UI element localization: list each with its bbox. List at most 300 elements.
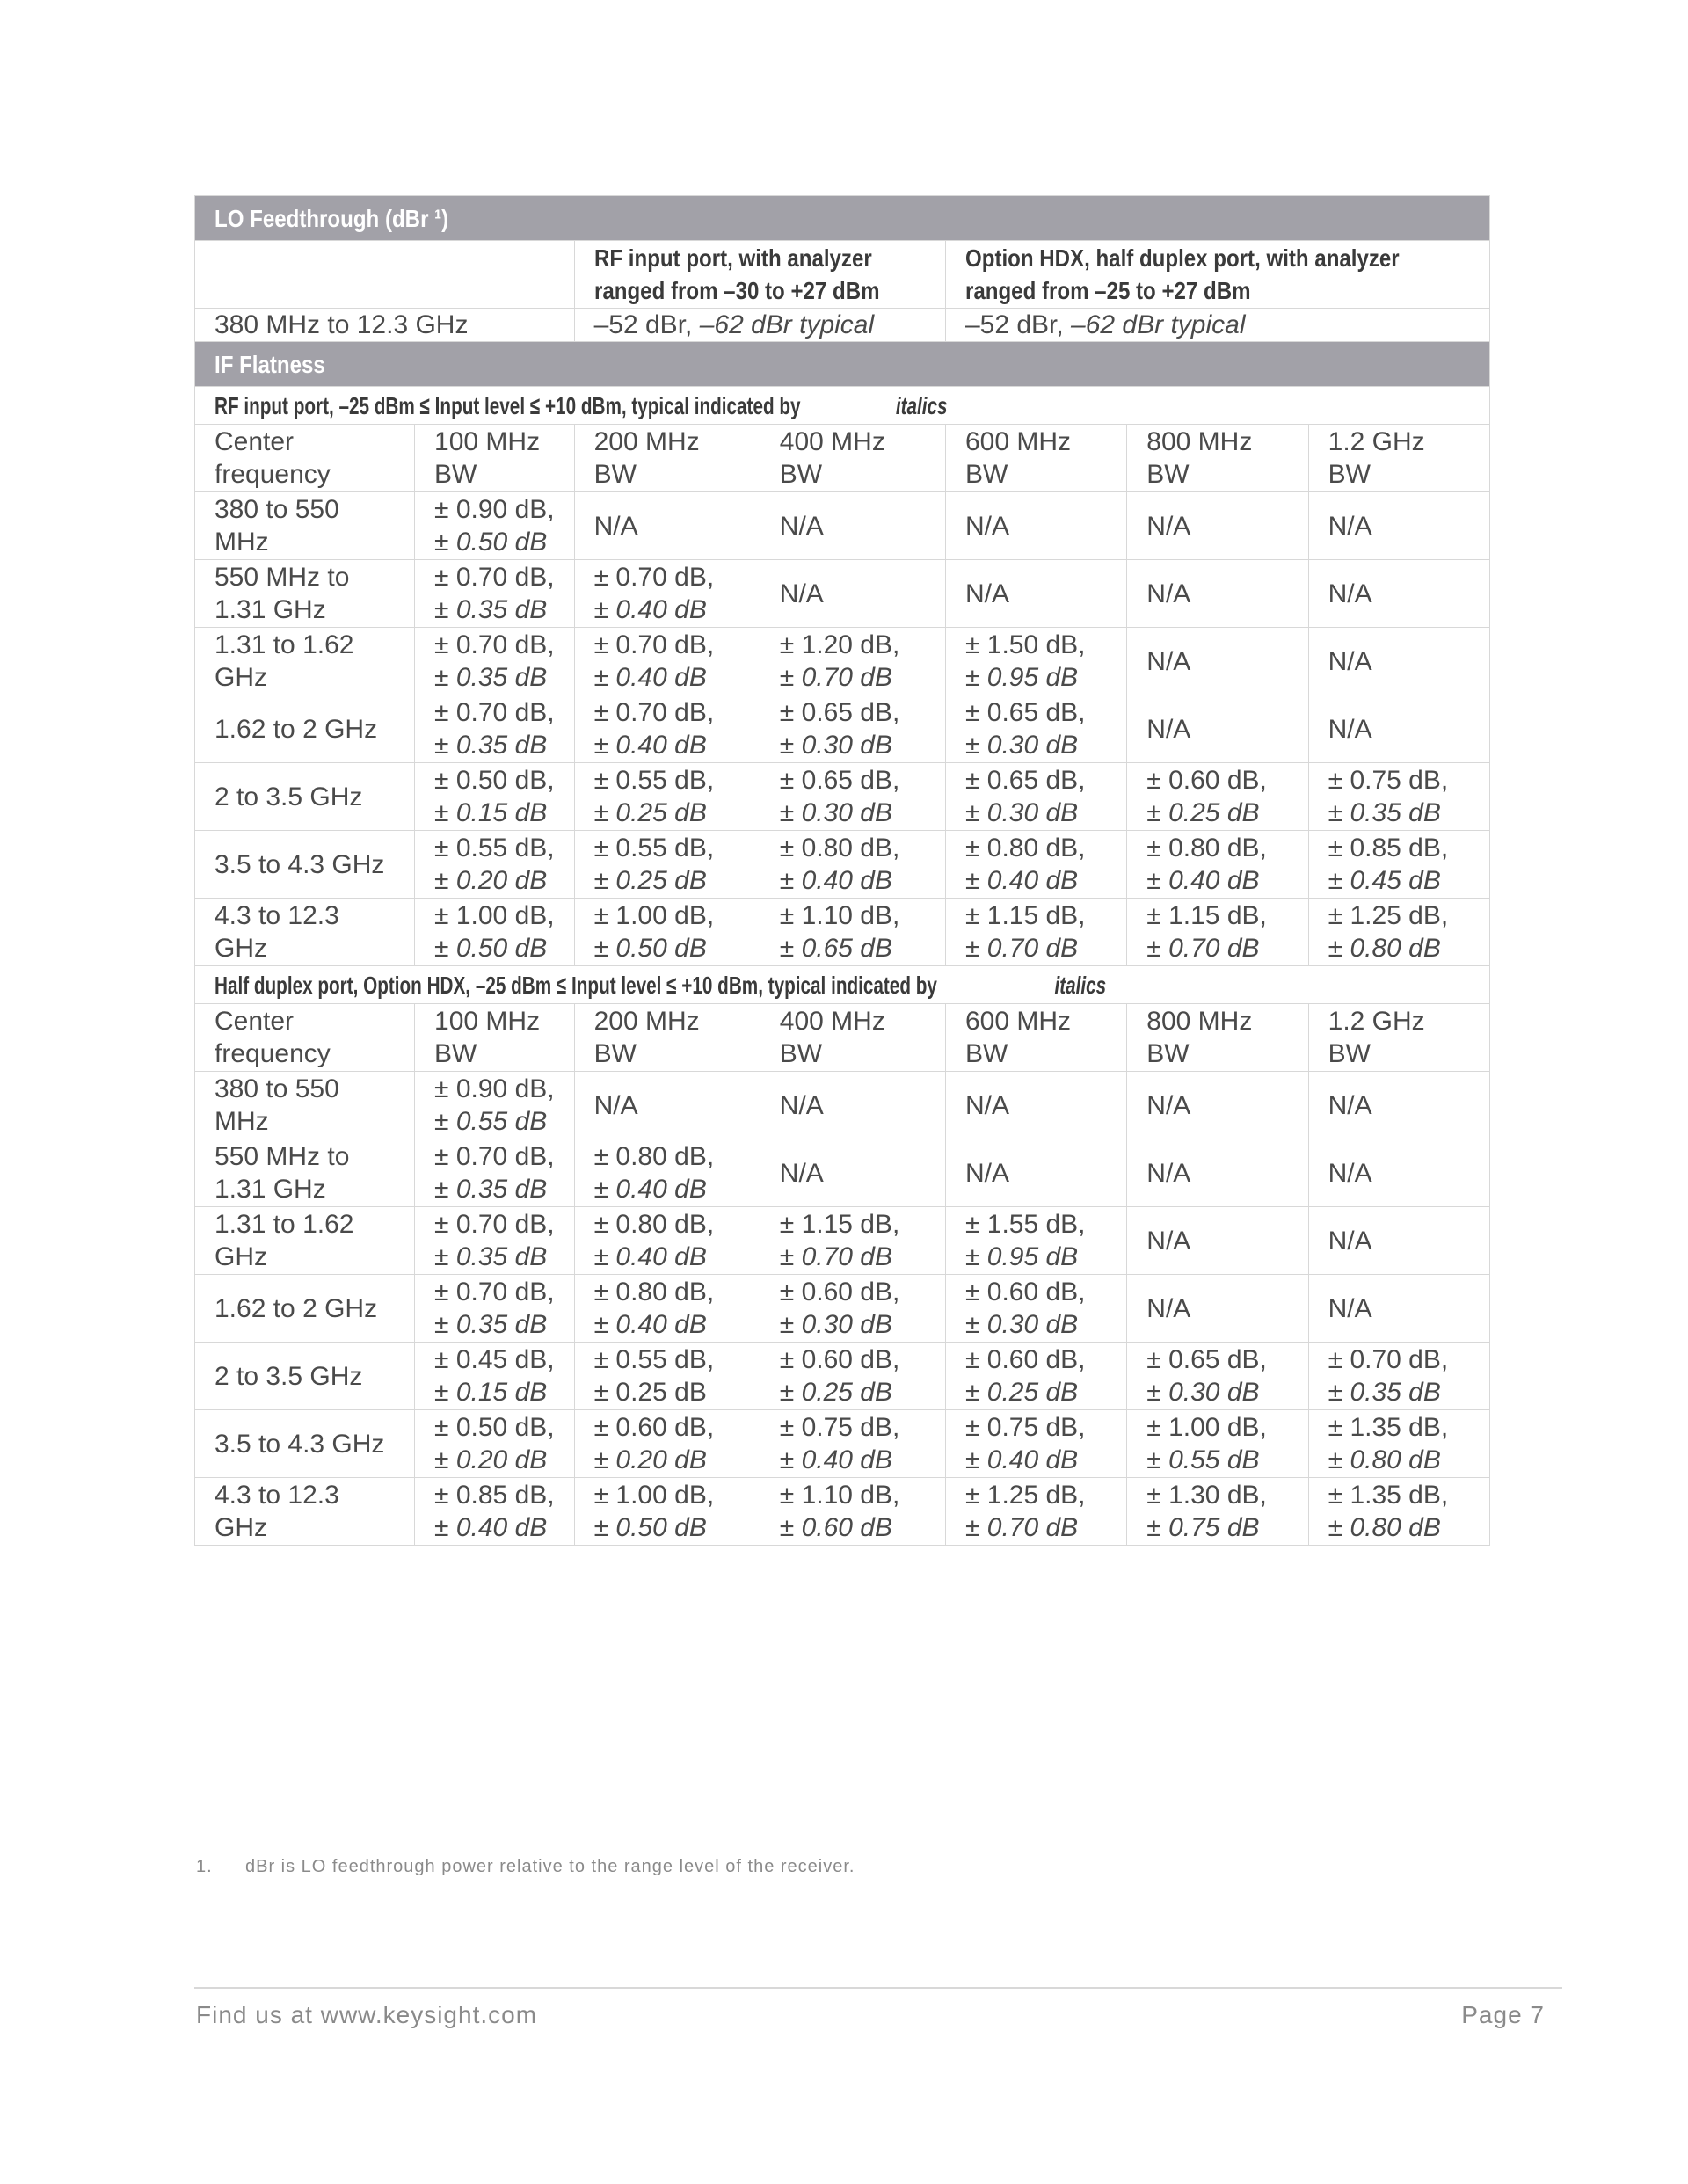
spec-value: ± 0.70 dB, xyxy=(434,1278,555,1307)
lo-empty-cell xyxy=(195,241,575,309)
table-cell xyxy=(760,1410,945,1478)
table-cell xyxy=(945,1072,1126,1139)
rf-input-col-bw-4 xyxy=(945,425,1126,492)
row-label xyxy=(195,492,415,560)
row-label-text: 4.3 to 12.3 GHz xyxy=(215,1481,339,1542)
spec-value: ± 0.50 dB, xyxy=(434,766,555,795)
typical-value: ± 0.25 dB xyxy=(1146,798,1260,827)
row-label-text: 550 MHz to 1.31 GHz xyxy=(215,1142,350,1204)
lo-feedthrough-header-row xyxy=(195,196,1490,241)
spec-value: ± 0.90 dB, xyxy=(434,1074,555,1103)
typical-value: ± 0.40 dB xyxy=(964,866,1079,895)
row-label xyxy=(195,1410,415,1478)
rf-input-col-bw-2-freq: 200 MHz xyxy=(593,427,700,456)
table-cell xyxy=(574,831,760,899)
lo-col-hdx xyxy=(945,241,1489,309)
spec-value: ± 0.80 dB, xyxy=(593,1142,715,1171)
row-label xyxy=(195,1343,415,1410)
rf-input-col-center-frequency-text: Center frequency xyxy=(215,427,331,489)
table-cell xyxy=(415,831,575,899)
typical-value: ± 0.25 dB xyxy=(779,1378,892,1407)
rf-input-col-bw-5-unit: BW xyxy=(1146,460,1190,489)
spec-table xyxy=(194,195,1490,1546)
row-label-text: 1.31 to 1.62 GHz xyxy=(215,630,354,692)
table-cell xyxy=(415,763,575,831)
half-duplex-col-bw-1-unit: BW xyxy=(434,1039,477,1068)
typical-value: ± 0.35 dB xyxy=(434,731,548,760)
spec-value: N/A xyxy=(779,579,824,608)
row-label-text: 3.5 to 4.3 GHz xyxy=(215,1429,385,1459)
typical-value: ± 0.40 dB xyxy=(593,663,707,692)
table-cell xyxy=(760,695,945,763)
spec-value: N/A xyxy=(964,511,1009,541)
table-row xyxy=(195,695,1490,763)
spec-value: ± 0.55 dB, xyxy=(434,834,555,863)
half-duplex-col-bw-2-unit: BW xyxy=(593,1039,637,1068)
typical-value: ± 0.30 dB xyxy=(964,798,1079,827)
row-label xyxy=(195,1139,415,1207)
table-row xyxy=(195,1275,1490,1343)
typical-value: ± 0.80 dB xyxy=(1328,934,1441,963)
half-duplex-col-bw-4-unit: BW xyxy=(964,1039,1008,1068)
lo-feedthrough-columns-row xyxy=(195,241,1490,309)
spec-value: N/A xyxy=(1146,1158,1191,1188)
table-cell xyxy=(1308,1275,1489,1343)
footer-divider xyxy=(194,1987,1562,1989)
table-cell xyxy=(760,1343,945,1410)
typical-value: ± 0.55 dB xyxy=(1146,1445,1260,1474)
half-duplex-col-bw-3 xyxy=(760,1004,945,1072)
typical-value: ± 0.50 dB xyxy=(593,934,707,963)
row-label xyxy=(195,695,415,763)
spec-value: ± 0.50 dB, xyxy=(434,1413,555,1442)
table-cell xyxy=(1308,1410,1489,1478)
table-cell xyxy=(945,899,1126,966)
rf-input-col-bw-4-freq: 600 MHz xyxy=(964,427,1071,456)
table-cell xyxy=(574,560,760,628)
spec-value: ± 1.55 dB, xyxy=(964,1210,1086,1239)
table-cell xyxy=(1127,763,1308,831)
typical-value: ± 0.80 dB xyxy=(1328,1513,1441,1542)
table-cell xyxy=(1127,1343,1308,1410)
typical-value: ± 0.70 dB xyxy=(779,663,892,692)
half-duplex-col-center-frequency xyxy=(195,1004,415,1072)
spec-value: ± 1.15 dB, xyxy=(779,1210,900,1239)
spec-value: ± 1.15 dB, xyxy=(1146,901,1267,930)
lo-col-hdx-line1: Option HDX, half duplex port, with analyzer xyxy=(964,244,1400,272)
spec-value: ± 0.60 dB, xyxy=(779,1278,900,1307)
spec-value: N/A xyxy=(779,511,824,541)
table-cell xyxy=(415,492,575,560)
spec-value: N/A xyxy=(1328,714,1372,744)
spec-value: N/A xyxy=(593,511,638,541)
spec-value: ± 0.75 dB, xyxy=(779,1413,900,1442)
typical-value: ± 0.35 dB xyxy=(1328,1378,1441,1407)
table-cell xyxy=(415,1139,575,1207)
half-duplex-col-bw-6-freq: 1.2 GHz xyxy=(1328,1007,1425,1036)
typical-value: ± 0.15 dB xyxy=(434,798,548,827)
spec-value: ± 1.00 dB, xyxy=(434,901,555,930)
table-cell xyxy=(945,1139,1126,1207)
rf-input-col-bw-1-unit: BW xyxy=(434,460,477,489)
lo-col-rf-line1: RF input port, with analyzer xyxy=(593,244,872,272)
table-cell xyxy=(415,1072,575,1139)
table-cell xyxy=(1308,1343,1489,1410)
row-label-text: 1.62 to 2 GHz xyxy=(215,714,378,744)
typical-value: ± 0.20 dB xyxy=(434,866,548,895)
typical-value: ± 0.40 dB xyxy=(779,866,892,895)
table-cell xyxy=(760,1478,945,1546)
spec-value: ± 1.00 dB, xyxy=(593,901,715,930)
typical-value: ± 0.55 dB xyxy=(434,1107,548,1136)
rf-input-title-text: RF input port, –25 dBm ≤ Input level ≤ +10 dBm, typical indicated by xyxy=(215,391,801,419)
spec-value: ± 0.70 dB, xyxy=(434,563,555,592)
table-cell xyxy=(1308,492,1489,560)
typical-value: ± 0.60 dB xyxy=(779,1513,892,1542)
row-label xyxy=(195,763,415,831)
table-cell xyxy=(1127,695,1308,763)
typical-value: ± 0.20 dB xyxy=(593,1445,707,1474)
typical-value: ± 0.25 dB xyxy=(593,1378,707,1407)
half-duplex-title-row xyxy=(195,966,1490,1004)
typical-value: ± 0.70 dB xyxy=(779,1242,892,1271)
rf-input-col-bw-6-unit: BW xyxy=(1328,460,1371,489)
table-cell xyxy=(415,1275,575,1343)
table-cell xyxy=(574,1478,760,1546)
spec-value: N/A xyxy=(1146,646,1191,676)
half-duplex-title xyxy=(195,966,1490,1004)
spec-value: ± 0.60 dB, xyxy=(1146,766,1267,795)
spec-value: ± 1.25 dB, xyxy=(1328,901,1449,930)
spec-value: N/A xyxy=(1328,646,1372,676)
spec-value: N/A xyxy=(964,1090,1009,1120)
table-cell xyxy=(1308,899,1489,966)
footnote-text: dBr is LO feedthrough power relative to the range level of the receiver. xyxy=(245,1857,855,1876)
table-cell xyxy=(1308,763,1489,831)
table-row xyxy=(195,1207,1490,1275)
table-cell xyxy=(415,560,575,628)
spec-value: ± 0.70 dB, xyxy=(434,1142,555,1171)
half-duplex-col-bw-4 xyxy=(945,1004,1126,1072)
lo-value-rf-typical: –62 dBr typical xyxy=(699,310,875,339)
spec-value: ± 1.35 dB, xyxy=(1328,1413,1449,1442)
spec-value: ± 0.90 dB, xyxy=(434,495,555,524)
row-label-text: 2 to 3.5 GHz xyxy=(215,782,363,812)
spec-value: N/A xyxy=(1146,1293,1191,1323)
rf-input-column-header-row xyxy=(195,425,1490,492)
typical-value: ± 0.20 dB xyxy=(434,1445,548,1474)
spec-value: N/A xyxy=(1328,511,1372,541)
half-duplex-column-header-row xyxy=(195,1004,1490,1072)
half-duplex-title-text: Half duplex port, Option HDX, –25 dBm ≤ Input level ≤ +10 dBm, typical indicated by xyxy=(215,971,937,999)
rf-input-title-italics: italics xyxy=(896,391,948,419)
table-cell xyxy=(574,1343,760,1410)
table-cell xyxy=(945,695,1126,763)
table-cell xyxy=(415,899,575,966)
spec-value: ± 1.00 dB, xyxy=(593,1481,715,1510)
lo-col-rf-input xyxy=(574,241,945,309)
table-cell xyxy=(945,560,1126,628)
spec-value: ± 0.70 dB, xyxy=(593,630,715,659)
table-cell xyxy=(945,1343,1126,1410)
spec-value: ± 0.70 dB, xyxy=(1328,1345,1449,1374)
lo-row-label xyxy=(195,309,575,342)
row-label-text: 2 to 3.5 GHz xyxy=(215,1361,363,1391)
spec-value: ± 0.70 dB, xyxy=(434,698,555,727)
table-cell xyxy=(945,763,1126,831)
spec-value: ± 0.55 dB, xyxy=(593,1345,715,1374)
spec-value: ± 0.65 dB, xyxy=(964,766,1086,795)
table-cell xyxy=(760,831,945,899)
table-cell xyxy=(760,1275,945,1343)
spec-value: N/A xyxy=(779,1090,824,1120)
typical-value: ± 0.50 dB xyxy=(593,1513,707,1542)
table-cell xyxy=(945,1410,1126,1478)
table-cell xyxy=(1308,1207,1489,1275)
typical-value: ± 0.40 dB xyxy=(779,1445,892,1474)
row-label xyxy=(195,1275,415,1343)
rf-input-col-bw-6 xyxy=(1308,425,1489,492)
row-label-text: 1.31 to 1.62 GHz xyxy=(215,1210,354,1271)
footnote-number: 1. xyxy=(196,1857,213,1876)
spec-value: N/A xyxy=(1328,1226,1372,1256)
lo-value-rf-spec: –52 dBr, xyxy=(593,310,700,339)
table-cell xyxy=(1308,628,1489,695)
spec-value: ± 0.80 dB, xyxy=(964,834,1086,863)
table-cell xyxy=(574,1139,760,1207)
half-duplex-col-bw-1 xyxy=(415,1004,575,1072)
typical-value: ± 0.25 dB xyxy=(593,866,707,895)
spec-value: N/A xyxy=(1328,579,1372,608)
half-duplex-col-bw-3-unit: BW xyxy=(779,1039,823,1068)
spec-value: ± 0.70 dB, xyxy=(434,1210,555,1239)
table-cell xyxy=(945,492,1126,560)
spec-value: ± 0.85 dB, xyxy=(434,1481,555,1510)
typical-value: ± 0.30 dB xyxy=(964,731,1079,760)
typical-value: ± 0.30 dB xyxy=(779,1310,892,1339)
spec-value: ± 1.25 dB, xyxy=(964,1481,1086,1510)
page-number: Page 7 xyxy=(1461,2001,1545,2028)
table-cell xyxy=(945,831,1126,899)
spec-value: ± 1.30 dB, xyxy=(1146,1481,1267,1510)
spec-value: N/A xyxy=(1146,1226,1191,1256)
typical-value: ± 0.80 dB xyxy=(1328,1445,1441,1474)
table-cell xyxy=(1127,1478,1308,1546)
spec-value: ± 0.60 dB, xyxy=(593,1413,715,1442)
spec-value: ± 1.10 dB, xyxy=(779,1481,900,1510)
half-duplex-col-center-frequency-text: Center frequency xyxy=(215,1007,331,1068)
typical-value: ± 0.25 dB xyxy=(593,798,707,827)
table-cell xyxy=(760,1139,945,1207)
typical-value: ± 0.70 dB xyxy=(964,1513,1079,1542)
rf-input-col-bw-5 xyxy=(1127,425,1308,492)
footer-website: Find us at www.keysight.com xyxy=(196,2001,538,2028)
spec-value: N/A xyxy=(1146,1090,1191,1120)
if-flatness-header-text: IF Flatness xyxy=(215,350,325,378)
spec-value: ± 0.75 dB, xyxy=(1328,766,1449,795)
typical-value: ± 0.30 dB xyxy=(964,1310,1079,1339)
table-cell xyxy=(415,1410,575,1478)
typical-value: ± 0.70 dB xyxy=(1146,934,1260,963)
if-flatness-header-row xyxy=(195,342,1490,387)
table-cell xyxy=(574,628,760,695)
table-cell xyxy=(1127,492,1308,560)
spec-value: N/A xyxy=(1328,1090,1372,1120)
lo-value-hdx-spec: –52 dBr, xyxy=(964,310,1072,339)
if-flatness-header xyxy=(195,342,1490,387)
typical-value: ± 0.40 dB xyxy=(434,1513,548,1542)
row-label xyxy=(195,831,415,899)
table-cell xyxy=(1127,628,1308,695)
spec-value: ± 0.60 dB, xyxy=(964,1345,1086,1374)
row-label-text: 380 to 550 MHz xyxy=(215,1074,339,1136)
spec-value: N/A xyxy=(1146,714,1191,744)
half-duplex-col-bw-5-freq: 800 MHz xyxy=(1146,1007,1253,1036)
typical-value: ± 0.35 dB xyxy=(434,1310,548,1339)
table-cell xyxy=(574,1410,760,1478)
table-cell xyxy=(760,628,945,695)
typical-value: ± 0.35 dB xyxy=(434,595,548,624)
spec-value: ± 0.65 dB, xyxy=(779,698,900,727)
row-label-text: 4.3 to 12.3 GHz xyxy=(215,901,339,963)
typical-value: ± 0.35 dB xyxy=(434,663,548,692)
table-cell xyxy=(574,899,760,966)
table-row xyxy=(195,831,1490,899)
lo-feedthrough-header: LO Feedthrough (dBr ¹) xyxy=(195,196,1490,241)
table-cell xyxy=(415,1207,575,1275)
spec-value: N/A xyxy=(1328,1293,1372,1323)
table-cell xyxy=(574,763,760,831)
spec-value: N/A xyxy=(1146,511,1191,541)
rf-input-col-bw-2-unit: BW xyxy=(593,460,637,489)
spec-value: N/A xyxy=(779,1158,824,1188)
table-row xyxy=(195,492,1490,560)
table-cell xyxy=(1127,1207,1308,1275)
typical-value: ± 0.40 dB xyxy=(964,1445,1079,1474)
table-row xyxy=(195,1410,1490,1478)
spec-value: N/A xyxy=(1146,579,1191,608)
table-cell xyxy=(574,492,760,560)
lo-value-rf xyxy=(574,309,945,342)
lo-value-hdx xyxy=(945,309,1489,342)
rf-input-col-bw-3 xyxy=(760,425,945,492)
typical-value: ± 0.25 dB xyxy=(964,1378,1079,1407)
rf-input-col-bw-1-freq: 100 MHz xyxy=(434,427,541,456)
table-cell xyxy=(945,1207,1126,1275)
half-duplex-col-bw-4-freq: 600 MHz xyxy=(964,1007,1071,1036)
row-label xyxy=(195,628,415,695)
spec-value: ± 0.80 dB, xyxy=(779,834,900,863)
spec-value: ± 0.65 dB, xyxy=(964,698,1086,727)
spec-value: ± 0.70 dB, xyxy=(434,630,555,659)
table-row xyxy=(195,1139,1490,1207)
half-duplex-col-bw-5 xyxy=(1127,1004,1308,1072)
spec-value: ± 0.65 dB, xyxy=(779,766,900,795)
typical-value: ± 0.50 dB xyxy=(434,528,548,557)
typical-value: ± 0.40 dB xyxy=(593,1310,707,1339)
rf-input-col-bw-3-freq: 400 MHz xyxy=(779,427,885,456)
typical-value: ± 0.40 dB xyxy=(1146,866,1260,895)
table-cell xyxy=(1308,1478,1489,1546)
spec-value: ± 0.55 dB, xyxy=(593,834,715,863)
lo-feedthrough-value-row xyxy=(195,309,1490,342)
rf-input-col-center-frequency xyxy=(195,425,415,492)
table-row xyxy=(195,899,1490,966)
spec-value: ± 0.60 dB, xyxy=(779,1345,900,1374)
rf-input-col-bw-1 xyxy=(415,425,575,492)
half-duplex-col-bw-2-freq: 200 MHz xyxy=(593,1007,700,1036)
typical-value: ± 0.75 dB xyxy=(1146,1513,1260,1542)
spec-value: ± 0.80 dB, xyxy=(593,1210,715,1239)
rf-input-title-row xyxy=(195,387,1490,425)
table-cell xyxy=(760,1207,945,1275)
half-duplex-title-italics: italics xyxy=(1054,971,1107,999)
table-cell xyxy=(574,695,760,763)
table-cell xyxy=(415,628,575,695)
spec-value: ± 0.75 dB, xyxy=(964,1413,1086,1442)
typical-value: ± 0.40 dB xyxy=(593,1242,707,1271)
table-cell xyxy=(945,1275,1126,1343)
table-cell xyxy=(574,1072,760,1139)
lo-value-hdx-typical: –62 dBr typical xyxy=(1071,310,1246,339)
half-duplex-col-bw-6 xyxy=(1308,1004,1489,1072)
table-cell xyxy=(945,628,1126,695)
table-cell xyxy=(760,1072,945,1139)
table-cell xyxy=(760,763,945,831)
table-row xyxy=(195,628,1490,695)
table-cell xyxy=(415,1478,575,1546)
spec-value: N/A xyxy=(593,1090,638,1120)
lo-row-label-text: 380 MHz to 12.3 GHz xyxy=(215,310,469,339)
half-duplex-col-bw-2 xyxy=(574,1004,760,1072)
spec-value: ± 0.70 dB, xyxy=(593,698,715,727)
spec-value: ± 0.80 dB, xyxy=(593,1278,715,1307)
table-cell xyxy=(574,1207,760,1275)
table-cell xyxy=(1308,560,1489,628)
row-label xyxy=(195,1207,415,1275)
typical-value: ± 0.40 dB xyxy=(593,595,707,624)
lo-col-hdx-line2: ranged from –25 to +27 dBm xyxy=(964,277,1251,304)
spec-value: ± 1.50 dB, xyxy=(964,630,1086,659)
table-cell xyxy=(1127,1072,1308,1139)
rf-input-col-bw-3-unit: BW xyxy=(779,460,823,489)
table-cell xyxy=(1308,1139,1489,1207)
table-cell xyxy=(415,1343,575,1410)
rf-input-col-bw-6-freq: 1.2 GHz xyxy=(1328,427,1425,456)
table-cell xyxy=(760,492,945,560)
spec-value: N/A xyxy=(964,579,1009,608)
typical-value: ± 0.95 dB xyxy=(964,1242,1079,1271)
half-duplex-col-bw-5-unit: BW xyxy=(1146,1039,1190,1068)
row-label-text: 550 MHz to 1.31 GHz xyxy=(215,563,350,624)
table-cell xyxy=(574,1275,760,1343)
table-cell xyxy=(1127,560,1308,628)
table-cell xyxy=(1127,1410,1308,1478)
row-label xyxy=(195,899,415,966)
row-label-text: 3.5 to 4.3 GHz xyxy=(215,849,385,879)
table-cell xyxy=(1127,899,1308,966)
spec-value: ± 1.00 dB, xyxy=(1146,1413,1267,1442)
spec-value: ± 0.80 dB, xyxy=(1146,834,1267,863)
typical-value: ± 0.95 dB xyxy=(964,663,1079,692)
typical-value: ± 0.50 dB xyxy=(434,934,548,963)
half-duplex-col-bw-3-freq: 400 MHz xyxy=(779,1007,885,1036)
spec-value: ± 0.65 dB, xyxy=(1146,1345,1267,1374)
rf-input-col-bw-2 xyxy=(574,425,760,492)
typical-value: ± 0.40 dB xyxy=(593,1175,707,1204)
typical-value: ± 0.45 dB xyxy=(1328,866,1441,895)
table-row xyxy=(195,763,1490,831)
